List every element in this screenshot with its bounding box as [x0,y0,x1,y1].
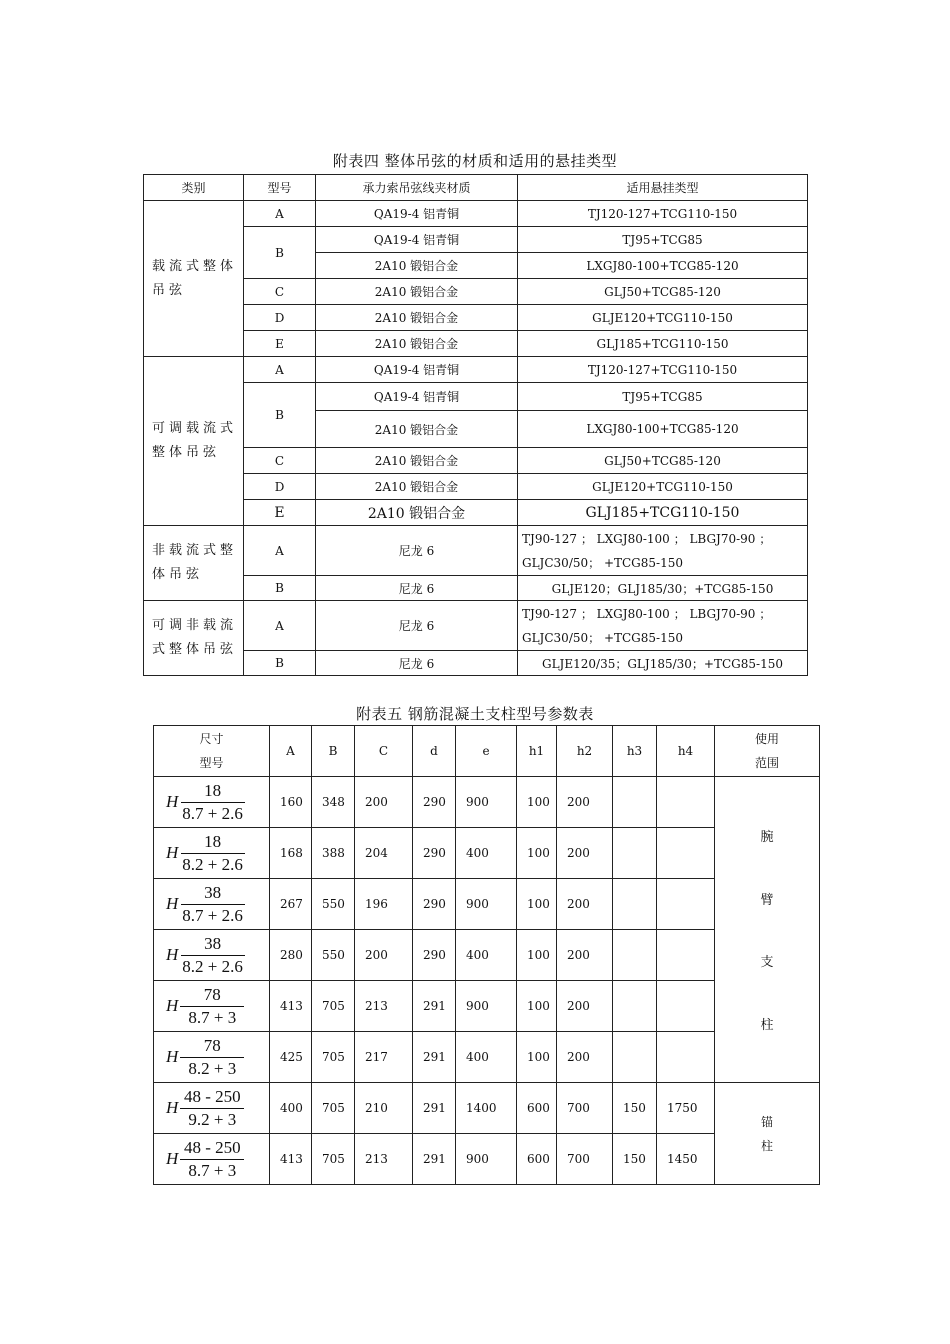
value-cell-e: 400 [456,930,517,981]
header-category: 类别 [144,175,244,201]
suspension-cell: GLJE120；GLJ185/30；+TCG85-150 [518,576,808,601]
formula-h: H [166,843,179,862]
value-cell-h2: 200 [557,1032,613,1083]
value-cell-d: 290 [413,930,456,981]
value-cell-h4 [657,777,715,828]
suspension-cell: LXGJ80-100+TCG85-120 [518,411,808,448]
formula-denominator: 8.2 + 3 [188,1058,237,1078]
material-cell: QA19-4 铝青铜 [316,227,518,253]
value-cell-c: 213 [355,981,413,1032]
suspension-cell: LXGJ80-100+TCG85-120 [518,253,808,279]
value-cell-b: 388 [312,828,355,879]
value-cell-h3 [613,828,657,879]
value-cell-h4 [657,930,715,981]
formula-h: H [166,792,179,811]
value-cell-c: 204 [355,828,413,879]
value-cell-d: 291 [413,1134,456,1185]
model-cell: E [244,331,316,357]
value-cell-h3: 150 [613,1083,657,1134]
usage-anchor-cell [715,1083,820,1185]
value-cell-d: 291 [413,981,456,1032]
hanger-material-table [143,174,808,676]
value-cell-h3 [613,879,657,930]
model-formula-cell [154,1083,270,1134]
model-cell: D [244,474,316,500]
model-cell: A [244,526,316,576]
value-cell-h2: 200 [557,777,613,828]
formula-denominator: 8.2 + 2.6 [182,956,243,976]
model-formula-cell [154,828,270,879]
suspension-cell: TJ120-127+TCG110-150 [518,357,808,383]
table-row [144,227,808,253]
table-row [144,331,808,357]
model-formula [166,831,245,876]
value-cell-h3: 150 [613,1134,657,1185]
value-cell-b: 550 [312,930,355,981]
usage-char: 柱 [760,1017,774,1033]
value-cell-b: 705 [312,1032,355,1083]
model-formula-cell [154,777,270,828]
table-row [144,474,808,500]
value-cell-h4 [657,1032,715,1083]
header-d: d [413,726,456,777]
value-cell-a: 413 [270,981,312,1032]
value-cell-h1: 600 [517,1134,557,1185]
value-cell-b: 705 [312,1134,355,1185]
material-cell: 2A10 锻铝合金 [316,448,518,474]
value-cell-c: 200 [355,930,413,981]
usage-cantilever-cell [715,777,820,1083]
model-cell: B [244,576,316,601]
suspension-cell: GLJE120/35；GLJ185/30；+TCG85-150 [518,651,808,676]
value-cell-a: 425 [270,1032,312,1083]
model-formula [166,933,245,978]
value-cell-e: 900 [456,1134,517,1185]
table-row [144,357,808,383]
formula-numerator: 78 [180,984,244,1007]
model-formula [166,1035,244,1080]
formula-h: H [166,894,179,913]
formula-numerator: 48 - 250 [180,1137,244,1160]
value-cell-e: 900 [456,879,517,930]
header-usage-line2: 范围 [754,756,779,770]
value-cell-e: 900 [456,777,517,828]
formula-numerator: 18 [181,831,245,854]
table-row [144,601,808,651]
header-b: B [312,726,355,777]
material-cell: 2A10 锻铝合金 [316,253,518,279]
formula-h: H [166,945,179,964]
model-cell: B [244,227,316,279]
material-cell: 2A10 锻铝合金 [316,474,518,500]
value-cell-d: 290 [413,879,456,930]
material-cell: 2A10 锻铝合金 [316,279,518,305]
value-cell-h3 [613,1032,657,1083]
table4-caption: 附表四 整体吊弦的材质和适用的悬挂类型 [332,152,618,170]
value-cell-d: 290 [413,828,456,879]
material-cell: QA19-4 铝青铜 [316,201,518,227]
formula-h: H [166,1047,179,1066]
table-row [144,526,808,576]
formula-denominator: 9.2 + 3 [188,1109,237,1129]
suspension-cell: TJ95+TCG85 [518,227,808,253]
value-cell-e: 400 [456,828,517,879]
value-cell-e: 400 [456,1032,517,1083]
header-h3: h3 [613,726,657,777]
model-formula [166,1137,244,1182]
material-cell: QA19-4 铝青铜 [316,383,518,411]
model-cell: A [244,357,316,383]
model-cell: B [244,651,316,676]
table5-caption: 附表五 钢筋混凝土支柱型号参数表 [356,705,594,723]
model-formula-cell [154,981,270,1032]
material-cell: 尼龙 6 [316,526,518,576]
table-header-row [154,726,820,777]
header-model: 型号 [199,756,224,770]
value-cell-e: 900 [456,981,517,1032]
header-material: 承力索吊弦线夹材质 [316,175,518,201]
header-usage [715,726,820,777]
value-cell-h2: 700 [557,1134,613,1185]
suspension-cell: TJ120-127+TCG110-150 [518,201,808,227]
table-row [144,383,808,411]
table-row [144,201,808,227]
material-cell: 2A10 锻铝合金 [316,305,518,331]
table-row [154,777,820,828]
table-row [144,500,808,526]
table-header-row [144,175,808,201]
value-cell-h1: 100 [517,879,557,930]
formula-denominator: 8.7 + 2.6 [182,803,243,823]
material-cell: 2A10 锻铝合金 [316,500,518,526]
value-cell-a: 267 [270,879,312,930]
value-cell-d: 291 [413,1083,456,1134]
model-cell: C [244,279,316,305]
table-row [144,651,808,676]
formula-h: H [166,996,179,1015]
suspension-cell: GLJE120+TCG110-150 [518,305,808,331]
value-cell-c: 200 [355,777,413,828]
value-cell-h1: 100 [517,777,557,828]
formula-denominator: 8.2 + 2.6 [182,854,243,874]
header-e: e [456,726,517,777]
header-model: 型号 [244,175,316,201]
category-cell: 可调载流式整体吊弦 [144,357,244,526]
header-h2: h2 [557,726,613,777]
value-cell-h2: 200 [557,828,613,879]
value-cell-h2: 700 [557,1083,613,1134]
formula-numerator: 78 [180,1035,244,1058]
value-cell-h1: 100 [517,1032,557,1083]
value-cell-a: 400 [270,1083,312,1134]
formula-numerator: 38 [181,933,245,956]
header-h1: h1 [517,726,557,777]
suspension-cell: GLJ185+TCG110-150 [518,331,808,357]
value-cell-h4 [657,828,715,879]
model-formula [166,882,245,927]
value-cell-b: 705 [312,981,355,1032]
model-formula-cell [154,1032,270,1083]
value-cell-h3 [613,777,657,828]
value-cell-a: 280 [270,930,312,981]
material-cell: 尼龙 6 [316,576,518,601]
header-c: C [355,726,413,777]
value-cell-h2: 200 [557,930,613,981]
header-dimension-model [154,726,270,777]
value-cell-h1: 100 [517,828,557,879]
value-cell-a: 160 [270,777,312,828]
formula-denominator: 8.7 + 3 [188,1160,237,1180]
value-cell-h1: 600 [517,1083,557,1134]
value-cell-h1: 100 [517,981,557,1032]
model-formula-cell [154,930,270,981]
model-cell: C [244,448,316,474]
value-cell-a: 413 [270,1134,312,1185]
value-cell-c: 210 [355,1083,413,1134]
value-cell-h4 [657,981,715,1032]
value-cell-c: 196 [355,879,413,930]
formula-numerator: 48 - 250 [180,1086,244,1109]
usage-char: 锚 [760,1114,773,1129]
header-usage-line1: 使用 [754,732,779,746]
value-cell-d: 290 [413,777,456,828]
table-row [144,305,808,331]
value-cell-c: 217 [355,1032,413,1083]
value-cell-h2: 200 [557,981,613,1032]
table-row [144,279,808,305]
usage-char: 柱 [760,1138,773,1153]
formula-denominator: 8.7 + 3 [188,1007,237,1027]
pole-parameter-table [153,725,820,1185]
material-cell: 尼龙 6 [316,651,518,676]
model-formula [166,984,244,1029]
table-row [144,576,808,601]
header-suspension: 适用悬挂类型 [518,175,808,201]
model-formula-cell [154,879,270,930]
category-cell: 可调非载流式整体吊弦 [144,601,244,676]
suspension-cell: GLJE120+TCG110-150 [518,474,808,500]
value-cell-d: 291 [413,1032,456,1083]
suspension-cell: TJ95+TCG85 [518,383,808,411]
value-cell-b: 348 [312,777,355,828]
material-cell: QA19-4 铝青铜 [316,357,518,383]
formula-numerator: 18 [181,780,245,803]
usage-char: 腕 [760,830,774,846]
suspension-cell: TJ90-127 ； LXGJ80-100 ； LBGJ70-90 ； GLJC30/50； +TCG85-150 [518,601,808,651]
formula-h: H [166,1098,179,1117]
value-cell-h1: 100 [517,930,557,981]
value-cell-h4 [657,879,715,930]
value-cell-a: 168 [270,828,312,879]
value-cell-h3 [613,930,657,981]
model-cell: E [244,500,316,526]
value-cell-h2: 200 [557,879,613,930]
formula-denominator: 8.7 + 2.6 [182,905,243,925]
material-cell: 2A10 锻铝合金 [316,411,518,448]
usage-char: 支 [760,955,774,971]
value-cell-h4: 1450 [657,1134,715,1185]
model-cell: B [244,383,316,448]
value-cell-c: 213 [355,1134,413,1185]
header-dimension: 尺寸 [199,732,224,746]
suspension-cell: GLJ185+TCG110-150 [518,500,808,526]
suspension-cell: GLJ50+TCG85-120 [518,448,808,474]
model-cell: D [244,305,316,331]
value-cell-h3 [613,981,657,1032]
model-formula [166,780,245,825]
model-cell: A [244,201,316,227]
header-h4: h4 [657,726,715,777]
value-cell-b: 550 [312,879,355,930]
model-formula [166,1086,244,1131]
value-cell-e: 1400 [456,1083,517,1134]
model-cell: A [244,601,316,651]
formula-numerator: 38 [181,882,245,905]
table-row [154,1083,820,1134]
formula-h: H [166,1149,179,1168]
suspension-cell: TJ90-127 ； LXGJ80-100 ； LBGJ70-90 ； GLJC30/50； +TCG85-150 [518,526,808,576]
value-cell-h4: 1750 [657,1083,715,1134]
value-cell-b: 705 [312,1083,355,1134]
table-row [144,448,808,474]
suspension-cell: GLJ50+TCG85-120 [518,279,808,305]
material-cell: 尼龙 6 [316,601,518,651]
material-cell: 2A10 锻铝合金 [316,331,518,357]
usage-char: 臂 [760,892,774,908]
header-a: A [270,726,312,777]
category-cell: 载流式整体吊弦 [144,201,244,357]
category-cell: 非载流式整体吊弦 [144,526,244,601]
model-formula-cell [154,1134,270,1185]
